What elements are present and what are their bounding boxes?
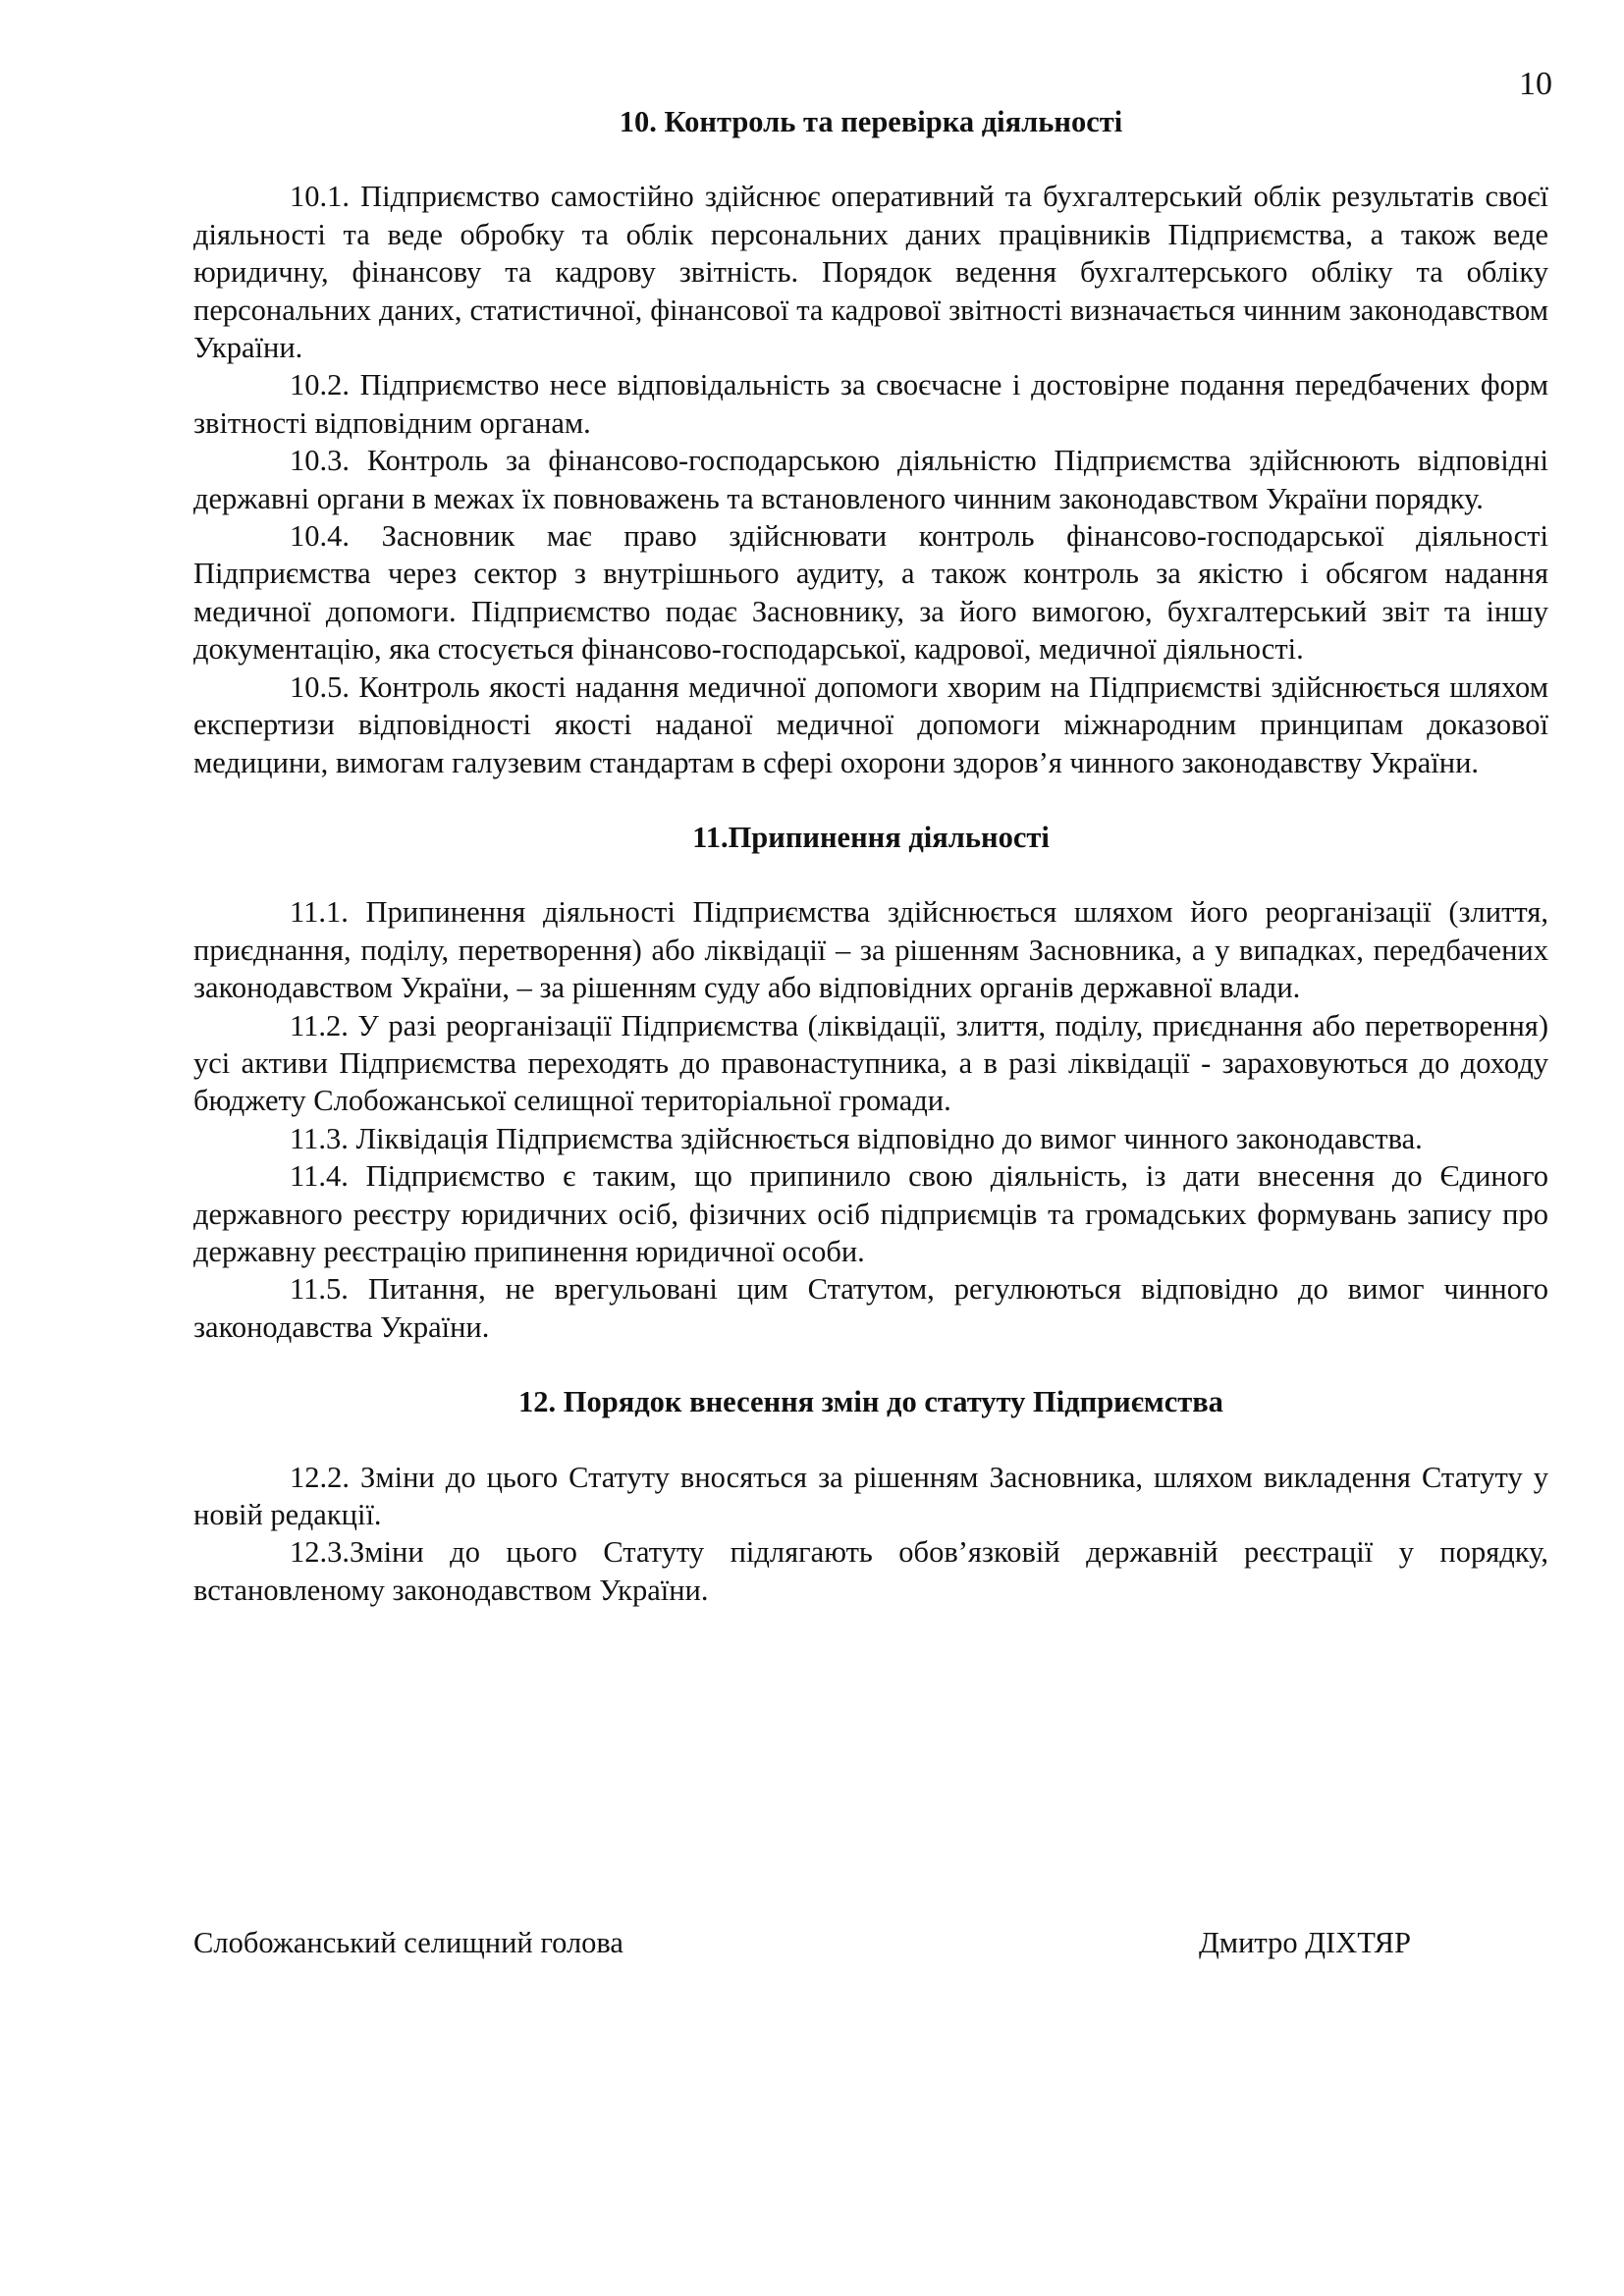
paragraph-11-3: 11.3. Ліквідація Підприємства здійснюється відповідно до вимог чинного законодавства.: [290, 1121, 1423, 1155]
page-number: 10: [1519, 66, 1552, 102]
paragraph-10-1: 10.1. Підприємство самостійно здійснює оперативний та бухгалтерський облік результатів своєї діяльності та веде обробку та облік персональних даних працівників Підприємства, а також веде юридичну, фінансову та кадрову звітність. Порядок ведення бухгалтерського обліку та обліку персональних даних, статистичної, фінансової та кадрової звітності визначається чинним законодавством України.: [193, 180, 1548, 365]
signatory-position: Слобожанський селищний голова: [193, 1926, 623, 1959]
paragraph-12-3: 12.3.Зміни до цього Статуту підлягають обов’язковій державній реєстрації у порядку, встановленому законодавством України.: [193, 1535, 1548, 1607]
spacer: [193, 781, 1548, 819]
section-title-12: 12. Порядок внесення змін до статуту Підприємства: [518, 1385, 1223, 1419]
paragraph-12-2: 12.2. Зміни до цього Статуту вносяться за рішенням Засновника, шляхом викладення Статуту у новій редакції.: [193, 1460, 1548, 1531]
spacer: [193, 1346, 1548, 1383]
paragraph-10-4: 10.4. Засновник має право здійснювати контроль фінансово-господарської діяльності Підприємства через сектор з внутрішнього аудиту, а також контроль за якістю і обсягом надання медичної допомоги. Підприємство подає Засновнику, за його вимогою, бухгалтерський звіт та іншу документацію, яка стосується фінансово-господарської, кадрової, медичної діяльності.: [193, 519, 1548, 667]
paragraph-10-3: 10.3. Контроль за фінансово-господарською діяльністю Підприємства здійснюють відповідні державні органи в межах їх повноважень та встановленого чинним законодавством України порядку.: [193, 444, 1548, 515]
section-title-10: 10. Контроль та перевірка діяльності: [619, 105, 1123, 138]
spacer: [193, 1421, 1548, 1459]
paragraph-10-5: 10.5. Контроль якості надання медичної допомоги хворим на Підприємстві здійснюється шляхом експертизи відповідності якості наданої медичної допомоги міжнародним принципам доказової медицини, вимогам галузевим стандартам в сфері охорони здоров’я чинного законодавству України.: [193, 669, 1548, 779]
signature-block: [193, 1924, 1411, 1961]
paragraph-11-4: 11.4. Підприємство є таким, що припинило свою діяльність, із дати внесення до Єдиного державного реєстру юридичних осіб, фізичних осіб підприємців та громадських формувань запису про державну реєстрацію припинення юридичної особи.: [193, 1159, 1548, 1268]
spacer: [193, 856, 1548, 893]
paragraph-11-2: 11.2. У разі реорганізації Підприємства (ліквідації, злиття, поділу, приєднання або перетворення) усі активи Підприємства переходять до правонаступника, а в разі ліквідації - зараховуються до доходу бюджету Слобожанської селищної територіальної громади.: [193, 1008, 1548, 1118]
spacer: [193, 140, 1548, 178]
paragraph-11-1: 11.1. Припинення діяльності Підприємства здійснюється шляхом його реорганізації (злиття, приєднання, поділу, перетворення) або ліквідації – за рішенням Засновника, а у випадках, передбачених законодавством України, – за рішенням суду або відповідних органів державної влади.: [193, 895, 1548, 1005]
document-body: [193, 103, 1548, 1609]
paragraph-10-2: 10.2. Підприємство несе відповідальність за своєчасне і достовірне подання передбачених форм звітності відповідним органам.: [193, 368, 1548, 440]
paragraph-11-5: 11.5. Питання, не врегульовані цим Статутом, регулюються відповідно до вимог чинного законодавства України.: [193, 1272, 1548, 1344]
signatory-name: Дмитро ДІХТЯР: [1198, 1926, 1411, 1959]
section-title-11: 11.Припинення діяльності: [692, 820, 1050, 854]
